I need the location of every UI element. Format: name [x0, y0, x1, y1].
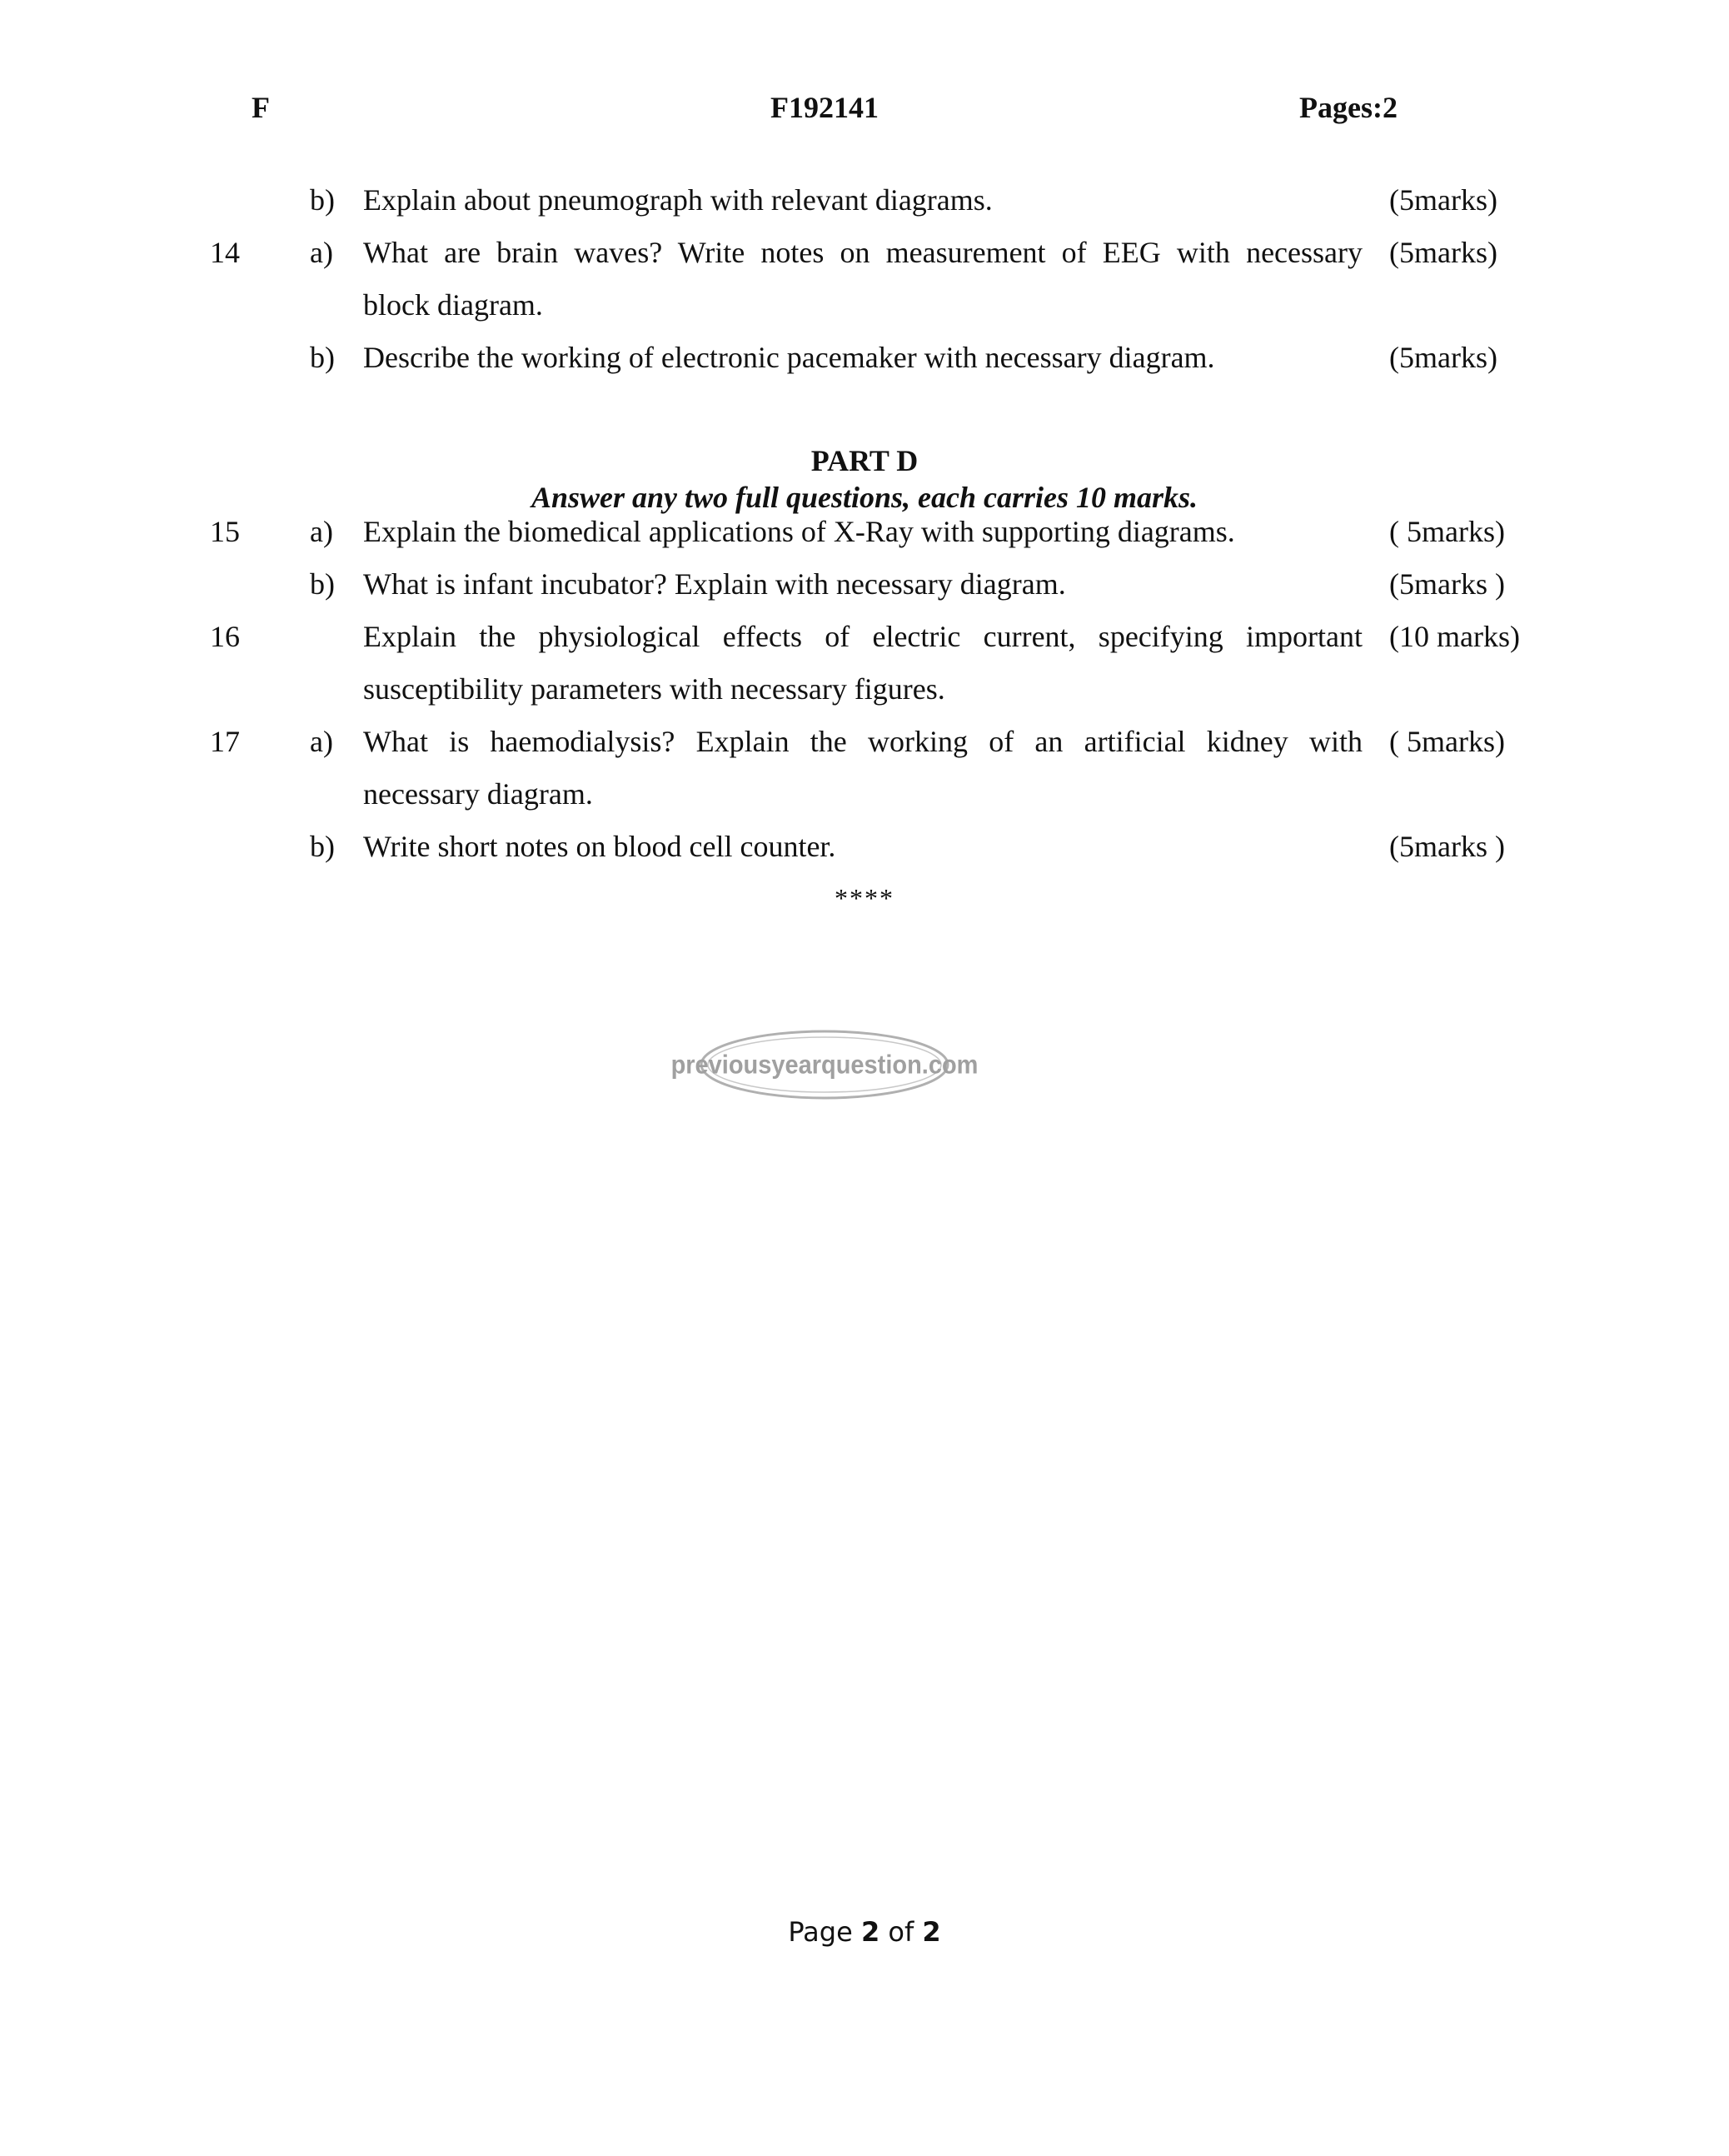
end-marker: ****: [835, 883, 894, 913]
question-marks: ( 5marks): [1389, 515, 1505, 548]
question-text: Describe the working of electronic pacemaker with necessary diagram.: [363, 341, 1215, 374]
header-series: F: [252, 91, 270, 124]
watermark-logo: [670, 1023, 979, 1106]
question-number: 16: [210, 620, 240, 653]
question-row: [0, 662, 1666, 716]
question-number: 14: [210, 236, 240, 269]
header-pages: Pages:2: [1299, 91, 1398, 124]
question-text: Explain the biomedical applications of X-Ray with supporting diagrams.: [363, 515, 1235, 548]
part-d-title: PART D: [810, 444, 919, 477]
question-subpart: b): [310, 830, 335, 863]
question-text: What are brain waves? Write notes on measurement of EEG with necessary: [363, 236, 1363, 269]
question-row: [0, 505, 1666, 558]
question-text: susceptibility parameters with necessary figures.: [363, 672, 945, 706]
question-subpart: b): [310, 341, 335, 374]
question-marks: (5marks): [1389, 183, 1497, 217]
footer-total-pages: 2: [922, 1916, 941, 1948]
watermark-text: previousyearquestion.com: [670, 1050, 979, 1080]
footer-current-page: 2: [860, 1916, 880, 1948]
question-row: [0, 278, 1666, 332]
part-d-instruction: Answer any two full questions, each carries 10 marks.: [531, 481, 1198, 514]
question-text: What is infant incubator? Explain with necessary diagram.: [363, 567, 1066, 601]
question-subpart: a): [310, 725, 333, 758]
question-row: [0, 557, 1666, 611]
question-text: Explain the physiological effects of electric current, specifying important: [363, 620, 1363, 653]
footer-of: of: [888, 1916, 914, 1948]
footer-prefix: Page: [788, 1916, 853, 1948]
question-subpart: b): [310, 183, 335, 217]
question-text: Write short notes on blood cell counter.: [363, 830, 836, 863]
question-row: [0, 173, 1666, 227]
question-subpart: a): [310, 236, 333, 269]
question-row: [0, 767, 1666, 821]
question-row: [0, 820, 1666, 873]
question-marks: (5marks ): [1389, 830, 1505, 863]
question-number: 17: [210, 725, 240, 758]
page-footer: [0, 1916, 1729, 1948]
header-code: F192141: [770, 91, 879, 124]
question-subpart: b): [310, 567, 335, 601]
question-marks: ( 5marks): [1389, 725, 1505, 758]
question-subpart: a): [310, 515, 333, 548]
question-text: block diagram.: [363, 288, 543, 322]
question-row: [0, 331, 1666, 384]
question-marks: (5marks ): [1389, 567, 1505, 601]
question-row: [0, 715, 1666, 768]
question-text: What is haemodialysis? Explain the working of an artificial kidney with: [363, 725, 1363, 758]
question-marks: (5marks): [1389, 236, 1497, 269]
question-marks: (10 marks): [1389, 620, 1520, 653]
question-number: 15: [210, 515, 240, 548]
question-marks: (5marks): [1389, 341, 1497, 374]
question-row: [0, 610, 1666, 663]
question-text: Explain about pneumograph with relevant diagrams.: [363, 183, 993, 217]
question-text: necessary diagram.: [363, 777, 593, 811]
question-row: [0, 226, 1666, 279]
